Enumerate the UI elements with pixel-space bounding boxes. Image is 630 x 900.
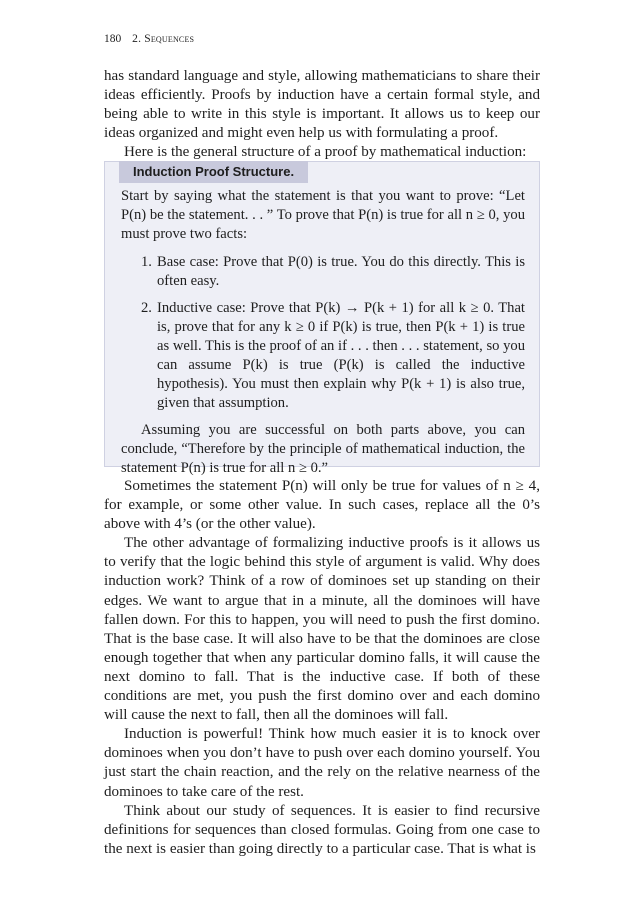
box-opening: Start by saying what the statement is that you want to prove: “Let P(n) be the statement. . . ” To prove that P(n) is true for all n ≥ 0, you must prove two facts:	[121, 188, 525, 242]
body-paragraph-2: The other advantage of formalizing inductive proofs is it allows us to verify that the logic behind this style of argument is valid. Why does induction work? Think of a row of dominoes set up standing on their edges. We want to argue that in a minute, all the dominoes will have fallen down. For this to happen, you will need to push the first domino. That is the base case. It will also have to be that the dominoes are close enough together that when any particular domino falls, it will cause the next domino to fall. That is the inductive case. If both of these conditions are met, you push the first domino over and each domino will cause the next to fall, then all the dominoes will fall.	[104, 535, 540, 724]
list-item	[121, 299, 525, 413]
box-closing: Assuming you are successful on both parts above, you can conclude, “Therefore by the principle of mathematical induction, the statement P(n) is true for all n ≥ 0.”	[121, 422, 525, 476]
induction-structure-box	[104, 161, 540, 476]
box-title: Induction Proof Structure.	[119, 161, 308, 183]
body-paragraph-1: Sometimes the statement P(n) will only be true for values of n ≥ 4, for example, or some other value. In such cases, replace all the 0’s above with 4’s (or the other value).	[104, 478, 540, 533]
list-item-number: 2.	[141, 300, 152, 316]
intro-paragraph-1: has standard language and style, allowing mathematicians to share their ideas efficiently. Proofs by induction have a certain formal style, and being able to write in this style is important. It allows us to keep our ideas organized and might even help us with formulating a proof.	[104, 68, 540, 142]
chapter-title: 2. Sequences	[132, 33, 195, 45]
intro-text	[104, 67, 540, 162]
main-text	[104, 477, 540, 859]
box-body	[121, 187, 525, 478]
list-item-number: 1.	[141, 254, 152, 270]
running-head	[104, 33, 194, 45]
box-steps-list	[121, 253, 525, 413]
list-item-text: Base case: Prove that P(0) is true. You do this directly. This is often easy.	[157, 254, 525, 289]
list-item	[121, 253, 525, 291]
body-paragraph-4: Think about our study of sequences. It is easier to find recursive definitions for sequences than closed formulas. Going from one case to the next is easier than going directly to a particular case. That is what is	[104, 802, 540, 857]
intro-paragraph-2: Here is the general structure of a proof by mathematical induction:	[124, 144, 527, 161]
list-item-text: Inductive case: Prove that P(k) → P(k + 1) for all k ≥ 0. That is, prove that for any k ≥ 0 if P(k) is true, then P(k + 1) is true as well. This is the proof of an if . . . then . . . statement, so you can assume P(k) is true (P(k) is called the inductive hypothesis). You must then explain why P(k + 1) is also true, given that assumption.	[157, 300, 525, 411]
page-number: 180	[104, 33, 122, 45]
body-paragraph-3: Induction is powerful! Think how much easier it is to knock over dominoes when you don’t have to push over each domino yourself. You just start the chain reaction, and the rely on the relative nearness of the dominoes to take care of the rest.	[104, 726, 540, 800]
